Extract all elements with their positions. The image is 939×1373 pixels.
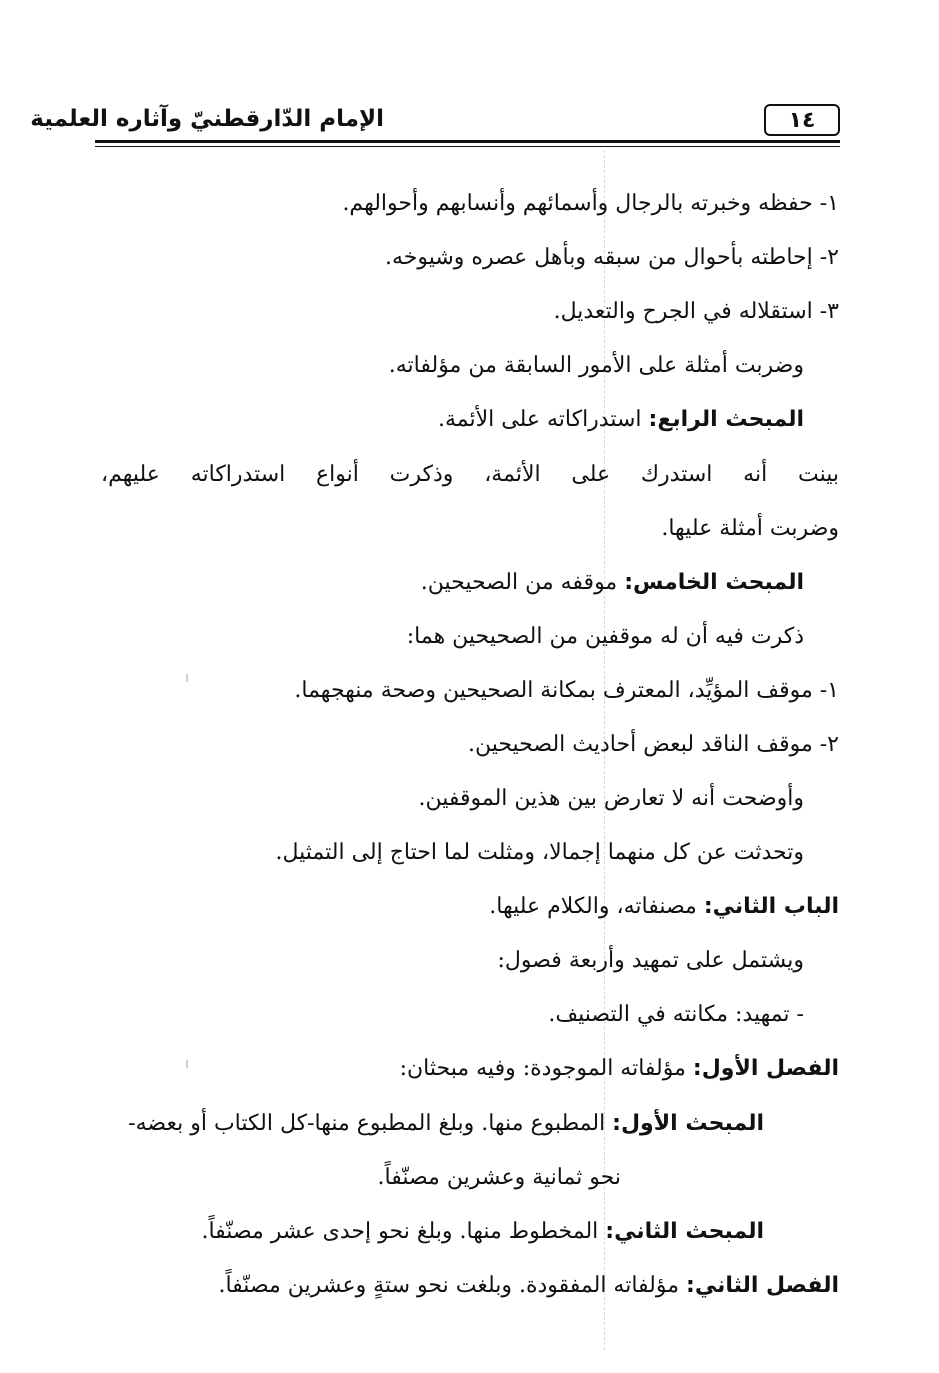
header-rule-thin [95, 146, 840, 147]
paragraph-line [407, 622, 804, 652]
heading-label: الفصل الأول: [692, 1056, 839, 1081]
text-line: بينت أنه استدرك على الأئمة، وذكرت أنواع استدراكاته عليهم، [101, 462, 839, 487]
scan-artifact [186, 1060, 188, 1068]
heading-text: مؤلفاته المفقودة. وبلغت نحو ستةٍ وعشرين مصنّفاً. [218, 1273, 687, 1298]
text-line: - تمهيد: مكانته في التصنيف. [548, 1002, 804, 1027]
heading-label: المبحث الأول: [612, 1111, 764, 1136]
section-heading [128, 1109, 764, 1139]
paragraph-line [389, 351, 804, 381]
heading-text: موقفه من الصحيحين. [420, 570, 625, 595]
heading-text: المخطوط منها. وبلغ نحو إحدى عشر مصنّفاً. [201, 1219, 606, 1244]
section-heading [218, 1271, 839, 1301]
chapter-heading [489, 892, 839, 922]
paragraph-line [378, 1163, 621, 1193]
paragraph-line [497, 946, 804, 976]
section-heading [201, 1217, 764, 1247]
page-number-badge: ١٤ [764, 104, 840, 136]
header-rule-thick [95, 140, 840, 143]
text-line: وتحدثت عن كل منهما إجمالا، ومثلت لما احتاج إلى التمثيل. [275, 840, 804, 865]
list-item [554, 297, 839, 327]
text-line: وضربت أمثلة على الأمور السابقة من مؤلفاته. [388, 353, 804, 378]
heading-text: المطبوع منها. وبلغ المطبوع منها-كل الكتاب أو بعضه- [128, 1111, 613, 1136]
list-item [294, 676, 839, 706]
list-item [385, 243, 839, 273]
paragraph-line [275, 838, 804, 868]
section-heading [400, 1054, 839, 1084]
paragraph-line [661, 514, 839, 544]
page-header [30, 102, 840, 148]
text-line: وضربت أمثلة عليها. [661, 516, 839, 541]
text-line: وأوضحت أنه لا تعارض بين هذين الموقفين. [418, 786, 804, 811]
heading-label: المبحث الرابع: [648, 407, 804, 432]
paragraph-line [101, 460, 839, 490]
text-line: نحو ثمانية وعشرين مصنّفاً. [377, 1165, 621, 1190]
text-line: ٣- استقلاله في الجرح والتعديل. [553, 299, 839, 324]
heading-label: الفصل الثاني: [686, 1273, 839, 1298]
list-item [342, 189, 839, 219]
heading-text: استدراكاته على الأئمة. [437, 407, 649, 432]
text-line: ٢- إحاطته بأحوال من سبقه وبأهل عصره وشيوخه. [384, 245, 839, 270]
scan-artifact [186, 674, 188, 682]
text-line: ١- حفظه وخبرته بالرجال وأسمائهم وأنسابهم وأحوالهم. [342, 191, 839, 216]
text-line: ذكرت فيه أن له موقفين من الصحيحين هما: [406, 624, 804, 649]
heading-text: مؤلفاته الموجودة: وفيه مبحثان: [399, 1056, 693, 1081]
text-line: ٢- موقف الناقد لبعض أحاديث الصحيحين. [467, 732, 839, 757]
heading-text: مصنفاته، والكلام عليها. [489, 894, 704, 919]
heading-label: المبحث الثاني: [605, 1219, 764, 1244]
paragraph-line [419, 784, 805, 814]
section-heading [438, 405, 804, 435]
text-line: ١- موقف المؤيِّد، المعترف بمكانة الصحيحين وصحة منهجهما. [294, 678, 839, 703]
running-title: الإمام الدّارقطنيّ وآثاره العلمية [30, 106, 384, 132]
heading-label: المبحث الخامس: [624, 570, 804, 595]
text-line: ويشتمل على تمهيد وأربعة فصول: [497, 948, 804, 973]
list-item [548, 1000, 804, 1030]
heading-label: الباب الثاني: [703, 894, 839, 919]
section-heading [421, 568, 804, 598]
list-item [468, 730, 839, 760]
